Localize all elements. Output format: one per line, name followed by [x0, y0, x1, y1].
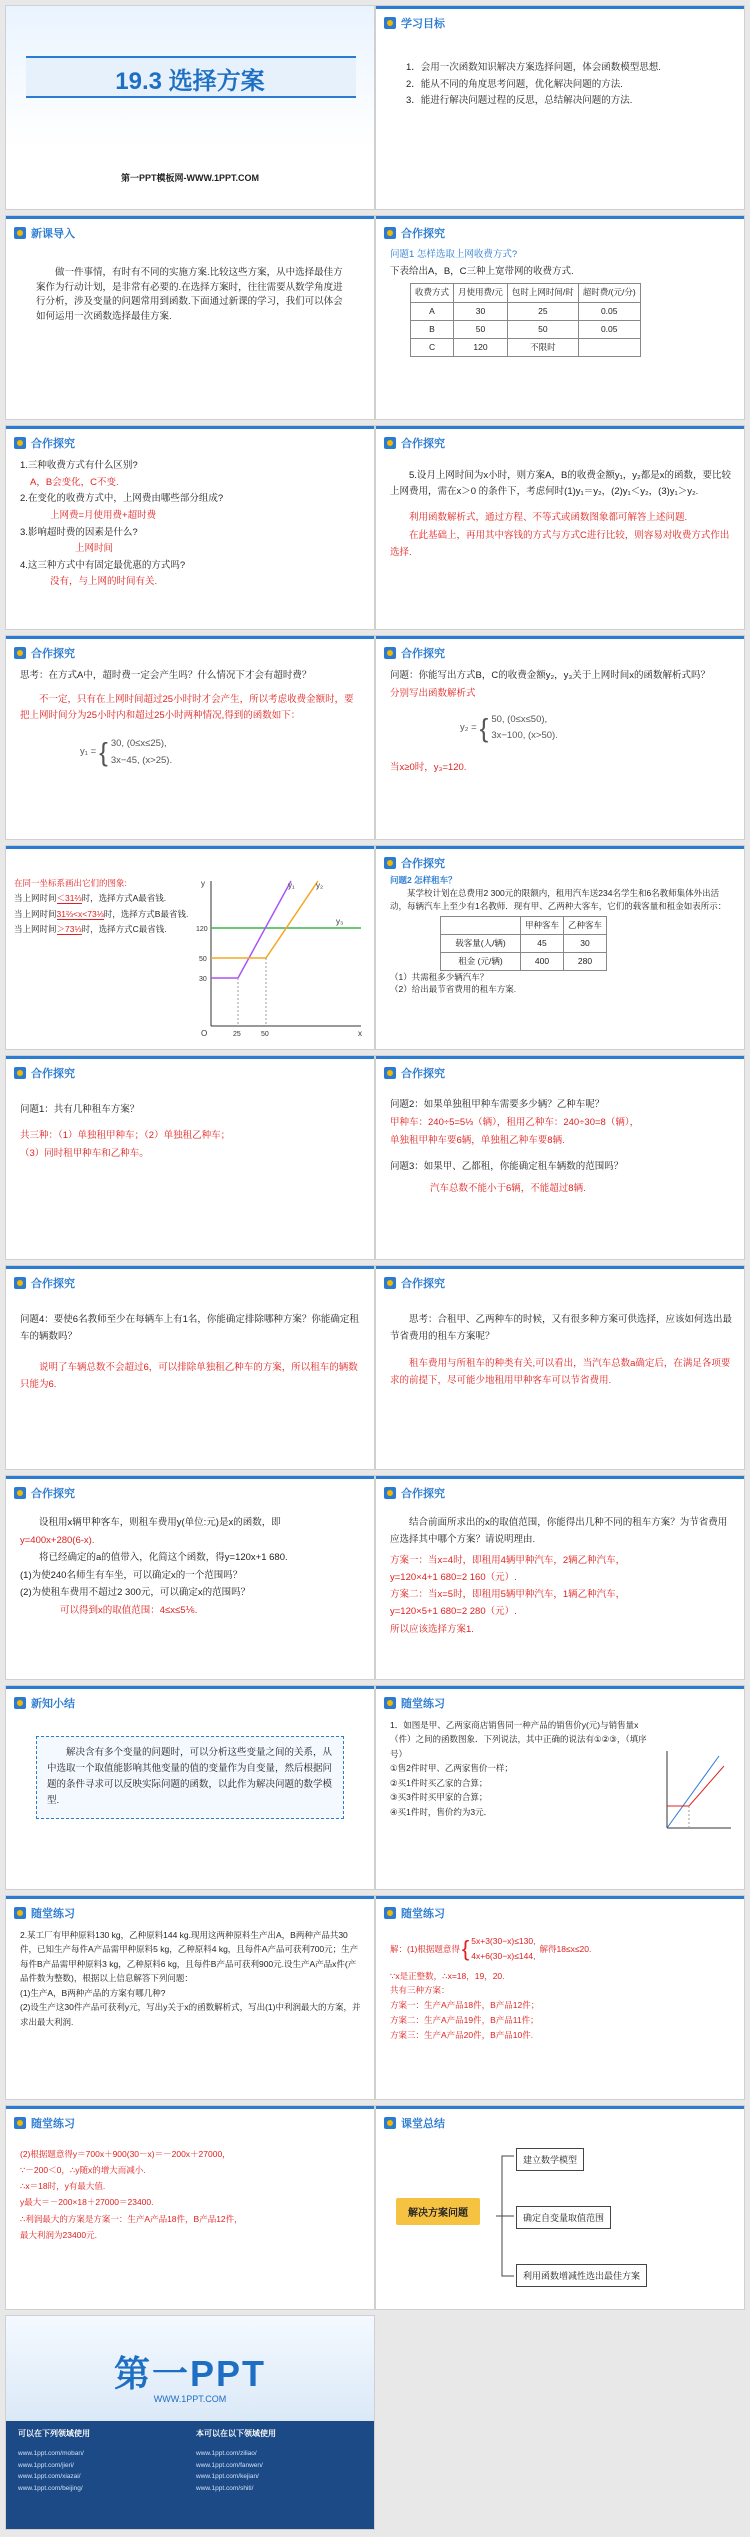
fee-table: 收费方式 月使用费/元 包时上网时间/时 超时费/(元/分) A 30 25 0.05 B 50 50 0.05 C 120 不限时 [410, 283, 641, 357]
solution-line: 方案一：生产A产品18件，B产品12件； [390, 2000, 540, 2011]
piecewise-formula: y₂ = { 50, (0≤x≤50), 3x−100, (x>50). [460, 713, 558, 744]
badge-icon [14, 647, 26, 659]
question: 问题1 怎样选取上网收费方式? [390, 249, 518, 260]
center-label: 解决方案问题 [396, 2198, 480, 2225]
line-y2 [211, 881, 318, 958]
sub-question: (1)生产A，B两种产品的方案有哪几种? [20, 1987, 166, 1998]
paragraph: 利用函数解析式，通过方程、不等式或函数图象都可解答上述问题. [409, 512, 688, 524]
answer: 分别写出函数解析式 [390, 688, 476, 700]
answer: （3）同时租甲种车和乙种车。 [20, 1148, 149, 1160]
graph-caption: 在同一坐标系画出它们的图象: [14, 878, 127, 888]
answer: 汽车总数不能小于6辆，不能超过8辆. [430, 1183, 586, 1195]
svg-text:y₃: y₃ [336, 917, 344, 926]
question: 问题2 怎样租车？ [390, 875, 457, 885]
footer-url: WWW.1PPT.COM [153, 2394, 227, 2404]
answer: 共三种：（1）单独租甲种车；（2）单独租乙种车； [20, 1130, 231, 1142]
slide-fee-table [375, 215, 745, 420]
slide-intro [5, 215, 375, 420]
svg-text:120: 120 [196, 926, 208, 933]
badge-icon [384, 1487, 396, 1499]
footer-logo: 第一PPT [113, 2353, 266, 2394]
option: ④买1件时，售价约为3元． [390, 1806, 493, 1817]
slide-header: 合作探究 [14, 1484, 75, 1502]
page-title: 19.3 选择方案 [115, 68, 265, 95]
badge-icon [14, 1907, 26, 1919]
subtext: 下表给出A，B，C三种上宽带网的收费方式. [390, 265, 574, 277]
badge-icon [14, 1487, 26, 1499]
badge-icon [384, 1067, 396, 1079]
problem-text: 某学校计划在总费用2 300元的限额内，租用汽车送234名学生和6名教师集体外出活动，每辆汽车上至少有1名教师．现有甲、乙两种大客车，它们的载客量和租金如表所示： [390, 887, 727, 911]
slide-header: 随堂练习 [384, 1694, 445, 1712]
table-row: A 30 25 0.05 [411, 302, 641, 320]
badge-icon [14, 437, 26, 449]
slide-goals [375, 5, 745, 210]
sub-question: （2）给出最节省费用的租车方案. [390, 984, 517, 995]
piecewise-formula: y₁ = { 30, (0≤x≤25), 3x−45, (x>25). [80, 737, 173, 768]
slide-q2q3 [375, 1055, 745, 1260]
question: 问题2：如果单独租甲种车需要多少辆？乙种车呢？ [390, 1099, 605, 1110]
table-row: B 50 50 0.05 [411, 320, 641, 338]
paragraph: 将已经确定的a的值带入，化简这个函数，得y=120x+1 680. [39, 1552, 288, 1564]
badge-icon [384, 1697, 396, 1709]
answer: 当x≥0时，y₃=120. [390, 762, 467, 774]
answer: 所以应该选择方案1. [390, 1623, 474, 1635]
bracket [496, 2151, 516, 2281]
solution-line: ∴利润最大的方案是方案一：生产A产品18件，B产品12件， [20, 2213, 243, 2224]
slide-solution1: 随堂练习 解：(1)根据题意得 { 5x+3(30−x)≤130, 4x+6(30−x)≤144, 解得18≤x≤20. ∵x是正整数，∴x=18，19，20. 共有三种方案： 方案一：生产A产品18件，B产品12件； 方案二：生产A产品19件，B产品11件； 方案三：生产A产品20件，B产品10件. [375, 1895, 745, 2100]
paragraph: 设租用x辆甲种客车，则租车费用y(单位:元)是x的函数，即 [39, 1517, 281, 1528]
question: 结合前面所求出的x的取值范围，你能得出几种不同的租车方案？为节省费用应选择其中哪个方案？请说明理由. [390, 1517, 728, 1546]
intro-text: 做一件事情，有时有不同的实施方案.比较这些方案，从中选择最佳方案作为行动计划，是非常有必要的.在选择方案时，往往需要从数学角度进行分析，涉及变量的问题常用到函数.下面通过新课的学习，我们可以体会如何运用一次函数选择最佳方案. [36, 267, 343, 323]
badge-icon [384, 1277, 396, 1289]
question: 思考：合租甲、乙两种车的时候，又有很多种方案可供选择，应该如何选出最节省费用的租车方案呢？ [390, 1314, 733, 1343]
footer-link[interactable]: www.1ppt.com/shiti/ [196, 2485, 254, 2493]
paragraph: 在此基础上，再用其中容钱的方式与方式C进行比较，则容易对收费方式作出选择. [390, 530, 730, 558]
footer-col2-title: 本可以在以下领域使用 [196, 2429, 276, 2438]
fee-graph [196, 876, 366, 1041]
answer: 甲种车：240÷5=5⅓（辆），租用乙种车：240÷30=8（辆）， [390, 1117, 640, 1129]
slide-header: 随堂练习 [14, 2114, 75, 2132]
slide-header: 随堂练习 [14, 1904, 75, 1922]
svg-text:O: O [201, 1029, 208, 1038]
solution-line: y最大＝－200×18＋27000＝23400. [20, 2197, 154, 2208]
question: 问题1：共有几种租车方案？ [20, 1104, 140, 1115]
slide-header: 合作探究 [384, 1064, 445, 1082]
sub-question: （1）共需租多少辆汽车？ [390, 971, 489, 982]
slide-header: 合作探究 [14, 1274, 75, 1292]
footer-link[interactable]: www.1ppt.com/ziliao/ [196, 2450, 257, 2457]
line-y1 [211, 881, 291, 978]
site-label: 第一PPT模板网-WWW.1PPT.COM [121, 173, 259, 183]
slide-rent-problem [375, 845, 745, 1050]
badge-icon [14, 1277, 26, 1289]
question: 问题4：要使6名教师至少在每辆车上有1名，你能确定排除哪种方案？你能确定租车的辆数吗？ [20, 1314, 359, 1343]
question: 问题3：如果甲、乙都租，你能确定租车辆数的范围吗？ [390, 1161, 624, 1173]
answer: 上网时间 [75, 543, 114, 555]
table-row: 租金 (元/辆) 400 280 [441, 952, 607, 970]
answer: 方案一：当x=4时，即租用4辆甲种汽车，2辆乙种汽车， [390, 1555, 626, 1567]
question: 3.影响超时费的因素是什么? [20, 526, 138, 538]
svg-text:y: y [201, 879, 205, 888]
question: 问题：你能写出方式B，C的收费金额y₂，y₃关于上网时间x的函数解析式吗？ [390, 670, 711, 681]
footer-link[interactable]: www.1ppt.com/jieri/ [18, 2461, 74, 2469]
badge-icon [14, 2117, 26, 2129]
question: 4.这三种方式中有固定最优惠的方式吗? [20, 559, 186, 571]
answer: 不一定，只有在上网时间超过25小时时才会产生，所以考虑收费金额时，要把上网时间分为25小时内和超过25小时两种情况,得到的函数如下： [20, 694, 354, 722]
goal-item: 2．能从不同的角度思考问题，优化解决问题的方法. [406, 78, 623, 90]
svg-text:50: 50 [261, 1031, 269, 1038]
slide-class-summary [375, 2105, 745, 2310]
slide-header: 新知小结 [14, 1694, 75, 1712]
slide-compare [375, 425, 745, 630]
slide-header: 合作探究 [14, 434, 75, 452]
answer: y=120×5+1 680=2 280（元）. [390, 1606, 517, 1618]
summary-box-1: 建立数学模型 [516, 2148, 584, 2171]
slide-function [5, 1475, 375, 1680]
solution-line: 方案三：生产A产品20件，B产品10件. [390, 2030, 534, 2040]
price-graph [659, 1746, 734, 1836]
slide-header: 课堂总结 [384, 2114, 445, 2132]
footer-link[interactable]: www.1ppt.com/kejian/ [196, 2473, 259, 2481]
footer-ad [5, 2315, 375, 2530]
solution-line: ∴x＝18时，y有最大值. [20, 2181, 106, 2192]
option: ③买3件时买甲家的合算； [390, 1792, 488, 1803]
footer-link[interactable]: www.1ppt.com/xiazai/ [18, 2473, 81, 2481]
slide-title [5, 5, 375, 210]
badge-icon [384, 647, 396, 659]
question: 1．如图是甲、乙两家商店销售同一种产品的销售价y(元)与销售量x（件）之间的函数图象．下列说法，其中正确的说法有①②③，（填序号） [390, 1720, 647, 1759]
svg-text:x: x [358, 1029, 362, 1038]
badge-icon [384, 1907, 396, 1919]
answer: 单独租甲种车要6辆，单独租乙种车要8辆. [390, 1135, 565, 1147]
question: 思考：在方式A中，超时费一定会产生吗？什么情况下才会有超时费？ [20, 670, 312, 681]
badge-icon [384, 2117, 396, 2129]
footer-link[interactable]: www.1ppt.com/beijing/ [18, 2485, 83, 2493]
slide-q4 [5, 1265, 375, 1470]
answer: 上网费=月使用费+超时费 [50, 509, 157, 521]
badge-icon [384, 227, 396, 239]
question: 2.在变化的收费方式中，上网费由哪些部分组成? [20, 493, 224, 505]
answer: 方案二：当x=5时，即租用5辆甲种汽车，1辆乙种汽车， [390, 1589, 626, 1601]
slide-header: 合作探究 [14, 644, 75, 662]
solution-line: ∵x是正整数，∴x=18，19，20. [390, 1970, 505, 1981]
badge-icon [384, 437, 396, 449]
slide-summary [5, 1685, 375, 1890]
question: 1.三种收费方式有什么区别? [20, 460, 138, 471]
svg-text:50: 50 [199, 956, 207, 963]
solution-line: 共有三种方案： [390, 1985, 450, 1996]
summary-box: 解决含有多个变量的问题时，可以分析这些变量之间的关系，从中选取一个取值能影响其他变量的值的变量作为自变量，然后根据问题的条件寻求可以反映实际问题的函数，以此作为解决问题的数学模型. [36, 1736, 344, 1819]
slide-think-bc [375, 635, 745, 840]
summary-box-2: 确定自变量取值范围 [516, 2206, 611, 2229]
formula: y=400x+280(6-x). [20, 1534, 95, 1546]
slide-exercise2 [5, 1895, 375, 2100]
table-row: C 120 不限时 [411, 338, 641, 356]
table-row: 载客量(人/辆) 45 30 [441, 935, 607, 953]
answer: 没有，与上网的时间有关. [50, 576, 158, 588]
svg-text:30: 30 [199, 976, 207, 983]
slide-header: 合作探究 [384, 1484, 445, 1502]
svg-text:y₂: y₂ [316, 881, 324, 890]
problem-text: 2.某工厂有甲种原料130 kg，乙种原料144 kg.现用这两种原料生产出A，B两种产品共30件，已知生产每件A产品需甲种原料5 kg，乙种原料4 kg，且每件A产品可获利700元；生产每件B产品需甲种原料3 kg，乙种原料6 kg，且每件B产品可获利900元.设生产A产品x件(产品件数为整数)，根据以上信息解答下列问题： [20, 1930, 359, 1984]
footer-link[interactable]: www.1ppt.com/moban/ [18, 2450, 84, 2457]
solution-line: 解：(1)根据题意得 [390, 1943, 460, 1954]
answer: 可以得到x的取值范围：4≤x≤5⅙. [60, 1604, 198, 1616]
slide-questions [5, 425, 375, 630]
slide-think-cost [375, 1265, 745, 1470]
slide-solution2 [5, 2105, 375, 2310]
goal-item: 1．会用一次函数知识解决方案选择问题，体会函数模型思想. [406, 62, 661, 73]
badge-icon [384, 17, 396, 29]
slide-header: 合作探究 [384, 644, 445, 662]
slide-header: 新课导入 [14, 224, 75, 242]
option: ①售2件时甲、乙两家售价一样； [390, 1763, 513, 1774]
svg-text:y₁: y₁ [288, 881, 295, 890]
slide-header: 合作探究 [384, 1274, 445, 1292]
solution-line: (2)根据题意得y＝700x＋900(30－x)＝－200x＋27000， [20, 2149, 231, 2159]
svg-text:25: 25 [233, 1031, 241, 1038]
question: (2)为使租车费用不超过2 300元，可以确定x的范围吗？ [20, 1587, 251, 1599]
option: ②买1件时买乙家的合算； [390, 1777, 488, 1788]
slide-header: 学习目标 [384, 14, 445, 32]
sub-question: (2)设生产这30件产品可获利y元，写出y关于x的函数解析式，写出(1)中利润最大的方案，并求出最大利润. [20, 2002, 361, 2027]
bus-table: 甲种客车 乙种客车 载客量(人/辆) 45 30 租金 (元/辆) 400 280 [440, 916, 607, 970]
slide-exercise1 [375, 1685, 745, 1890]
solution-line: ∵－200＜0，∴y随x的增大而减小. [20, 2165, 146, 2176]
slide-header: 合作探究 [384, 854, 445, 872]
goal-item: 3．能进行解决问题过程的反思，总结解决问题的方法. [406, 95, 633, 107]
footer-col1-title: 可以在下列领域使用 [18, 2429, 90, 2438]
answer: 租车费用与所租车的种类有关,可以看出，当汽车总数a确定后，在满足各项要求的前提下，尽可能少地租用甲种客车可以节省费用. [390, 1358, 731, 1387]
answer: y=120×4+1 680=2 160（元）. [390, 1572, 517, 1584]
slide-q1 [5, 1055, 375, 1260]
paragraph: 5.设月上网时间为x小时，则方案A，B的收费金额y₁，y₂都是x的函数，要比较上网费用，需在x＞0 的条件下，考虑何时(1)y₁＝y₂，(2)y₁＜y₂，(3)y₁＞y₂. [390, 470, 731, 498]
slide-header: 合作探究 [384, 434, 445, 452]
slide-graph: 在同一坐标系画出它们的图象: 当上网时间＜31⅔时，选择方式A最省钱. 当上网时间31⅔<x<73⅓时，选择方式B最省钱. 当上网时间＞73⅓时，选择方式C最省钱. y x O 120 50 30 25 50 y₁ y₂ y₃ [5, 845, 375, 1050]
badge-icon [14, 1697, 26, 1709]
solution-line: 方案二：生产A产品19件，B产品11件； [390, 2015, 539, 2026]
solution-line: 最大利润为23400元. [20, 2229, 97, 2240]
summary-box-3: 利用函数增减性选出最佳方案 [516, 2264, 647, 2287]
badge-icon [14, 227, 26, 239]
slide-header: 合作探究 [14, 1064, 75, 1082]
answer: 说明了车辆总数不会超过6，可以排除单独租乙种车的方案，所以租车的辆数只能为6. [20, 1362, 358, 1391]
slide-think-a [5, 635, 375, 840]
badge-icon [384, 857, 396, 869]
question: (1)为使240名师生有车坐，可以确定x的一个范围吗？ [20, 1569, 243, 1581]
footer-link[interactable]: www.1ppt.com/fanwen/ [196, 2461, 263, 2469]
badge-icon [14, 1067, 26, 1079]
slide-header: 合作探究 [384, 224, 445, 242]
slide-header: 随堂练习 [384, 1904, 445, 1922]
answer: A，B会变化，C不变. [30, 476, 119, 488]
slide-plans [375, 1475, 745, 1680]
